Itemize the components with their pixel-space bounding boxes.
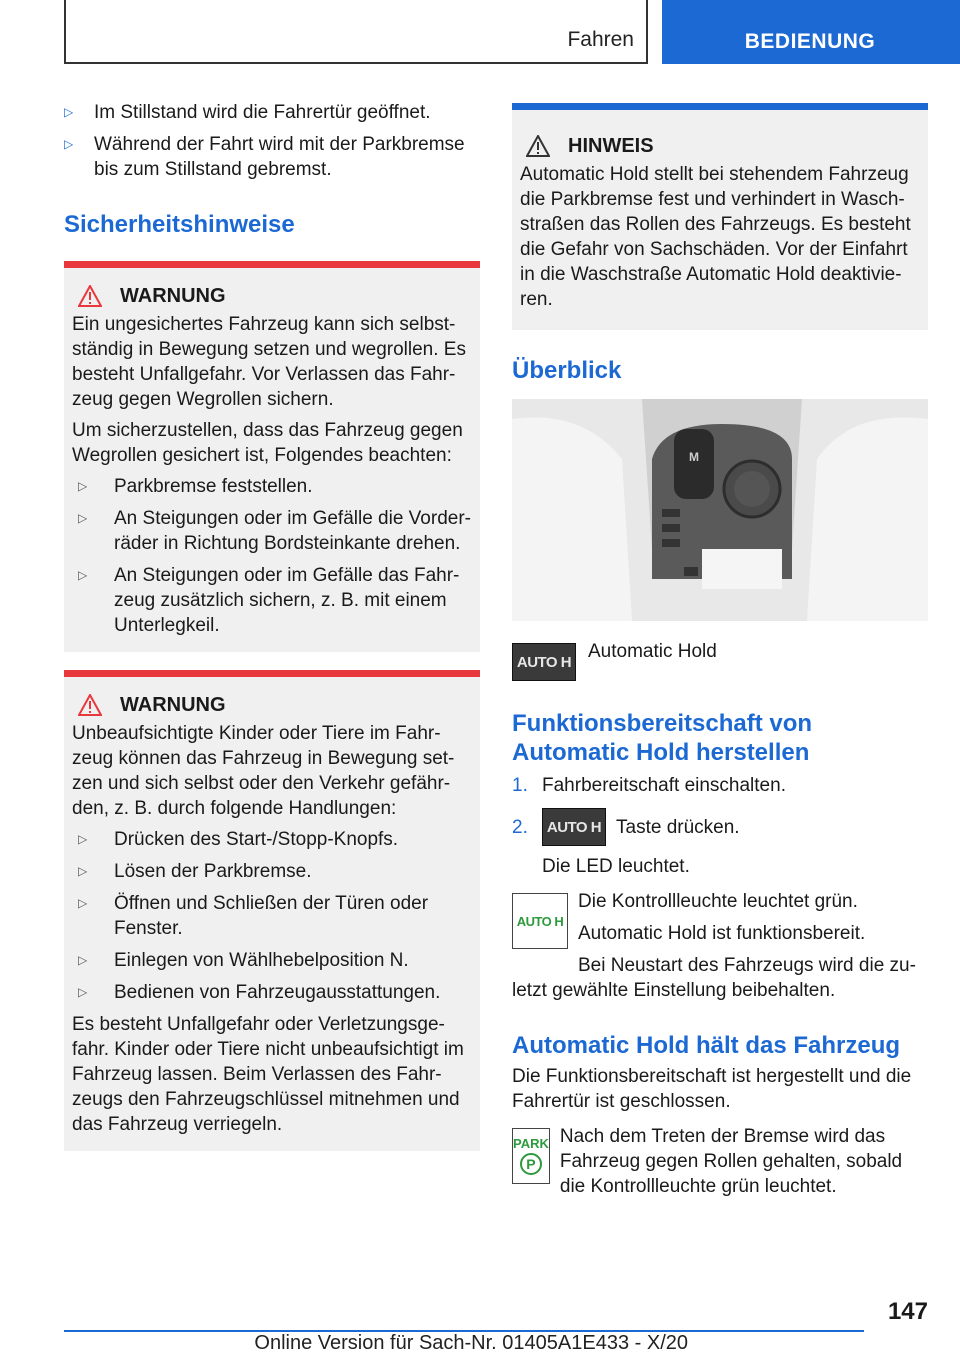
warning-text: Ein ungesichertes Fahrzeug kann sich selbst-ständig in Bewegung setzen und wegrollen. Es besteht Unfallgefahr. Vor Verlassen das Fahr-zeug gegen Wegrollen sichern. [72,314,466,410]
warning-title: WARNUNG [120,284,226,307]
list-item [72,948,472,973]
right-column [512,103,928,1205]
step-item [512,773,928,798]
caution-triangle-icon [526,135,550,157]
warning-triangle-icon [78,285,102,307]
park-label: PARK [513,1136,549,1151]
list-item-text: Während der Fahrt wird mit der Parkbremse bis zum Stillstand gebremst. [94,134,465,180]
list-item-text: Bedienen von Fahrzeugausstattungen. [114,982,441,1003]
step-number: 1. [512,775,528,796]
footer-version: Online Version für Sach-Nr. 01405A1E433 - X/20 [254,1332,688,1354]
triangle-bullet-icon: ▷ [64,137,74,151]
list-item [72,827,472,852]
warning-text: Unbeaufsichtigte Kinder oder Tiere im Fahr-zeug können das Fahrzeug in Bewegung set-zen und sich selbst oder den Verkehr gefähr-den, z. B. durch folgende Handlungen: [72,723,455,819]
triangle-bullet-icon: ▷ [78,864,88,878]
step-text: Fahrbereitschaft einschalten. [542,775,786,796]
indicator-text [578,889,916,978]
warning-triangle-icon [78,694,102,716]
indicator-line: letzt gewählte Einstellung beibehalten. [512,980,836,1001]
legend-row [512,643,928,681]
indicator-line: Die Kontrollleuchte leuchtet grün. [578,891,858,912]
section-heading: Sicherheitshinweise [64,211,295,238]
list-item-text: Öffnen und Schließen der Türen oder Fenster. [114,893,429,939]
list-item [72,859,472,884]
park-brake-indicator-icon [512,1128,550,1184]
indicator-row [512,1124,928,1205]
list-item [72,474,472,499]
warning-text: Es besteht Unfallgefahr oder Verletzungsge-fahr. Kinder oder Tiere nicht unbeaufsichtigt im Fahrzeug lassen. Beim Verlassen des Fahr-zeugs den Fahrzeugschlüssel mitnehmen und das Fahrzeug verriegeln. [72,1014,464,1135]
indicator-row [512,889,928,978]
list-item-text: An Steigungen oder im Gefälle die Vorder-räder in Richtung Bordsteinkante drehen. [114,508,471,554]
chapter-title: Fahren [567,28,634,51]
header-chapter-tab [64,0,648,64]
auto-h-button-icon [512,643,576,681]
triangle-bullet-icon: ▷ [64,105,74,119]
hint-title: HINWEIS [568,134,654,157]
triangle-bullet-icon: ▷ [78,896,88,910]
indicator-line: Automatic Hold ist funktionsbereit. [578,923,866,944]
list-item-text: Im Stillstand wird die Fahrertür geöffnet. [94,102,431,123]
list-item [72,506,472,556]
triangle-bullet-icon: ▷ [78,479,88,493]
legend-caption: Automatic Hold [588,641,717,662]
warning-box [64,670,480,1151]
warning-title: WARNUNG [120,693,226,716]
auto-h-label: AUTO H [516,653,572,671]
hint-box [512,103,928,330]
list-item-text: Lösen der Parkbremse. [114,861,312,882]
warning-text: Um sicherzustellen, dass das Fahrzeug gegen Wegrollen gesichert ist, Folgendes beachten: [72,420,463,466]
triangle-bullet-icon: ▷ [78,953,88,967]
list-item-text: Einlegen von Wählhebelposition N. [114,950,409,971]
park-circle-label: P [520,1153,542,1175]
indicator-line: Bei Neustart des Fahrzeugs wird die zu- [578,955,916,976]
center-console-photo [512,399,928,621]
step-result: Die LED leuchtet. [542,856,690,877]
section-heading: Funktionsbereitschaft von Automatic Hold herstellen [512,710,813,766]
triangle-bullet-icon: ▷ [78,568,88,582]
auto-h-indicator-icon [512,893,568,949]
body-text: Die Funktionsbereitschaft ist hergestellt und die Fahrertür ist geschlossen. [512,1066,912,1112]
park-text: Nach dem Treten der Bremse wird das Fahrzeug gegen Rollen gehalten, sobald die Kontrollleuchte grün leuchtet. [559,1126,903,1197]
step-item [512,808,928,846]
page-number: 147 [887,1298,928,1325]
triangle-bullet-icon: ▷ [78,511,88,525]
list-item-text: An Steigungen oder im Gefälle das Fahr-zeug zusätzlich sichern, z. B. mit einem Unterlegkeil. [114,565,460,636]
list-item-text: Drücken des Start-/Stopp-Knopfs. [114,829,399,850]
section-title: BEDIENUNG [744,30,876,53]
hint-title-row [520,132,920,160]
warning-title-row [72,691,472,719]
gear-lever-logo: M [689,450,699,464]
indicator-label: AUTO H [516,913,564,929]
list-item [72,980,472,1005]
step-number: 2. [512,816,528,838]
list-item [64,100,480,125]
header-section-tab [662,0,960,64]
left-column [64,100,480,1151]
warning-box [64,261,480,652]
triangle-bullet-icon: ▷ [78,832,88,846]
section-heading: Überblick [512,357,622,384]
warning-title-row [72,282,472,310]
list-item [72,563,472,638]
auto-h-button-icon [542,808,606,846]
list-item [64,132,480,182]
auto-h-label: AUTO H [546,818,602,836]
list-item-text: Parkbremse feststellen. [114,476,313,497]
section-heading: Automatic Hold hält das Fahrzeug [512,1032,901,1059]
hint-text: Automatic Hold stellt bei stehendem Fahrzeug die Parkbremse fest und verhindert in Wasch-straßen das Rollen des Fahrzeugs. Es besteht die Gefahr von Sachschäden. Vor der Einfahrt in die Waschstraße Automatic Hold deaktivie-ren. [520,164,911,310]
step-text: Taste drücken. [616,816,740,838]
triangle-bullet-icon: ▷ [78,985,88,999]
center-console-illustration [512,399,928,621]
list-item [72,891,472,941]
